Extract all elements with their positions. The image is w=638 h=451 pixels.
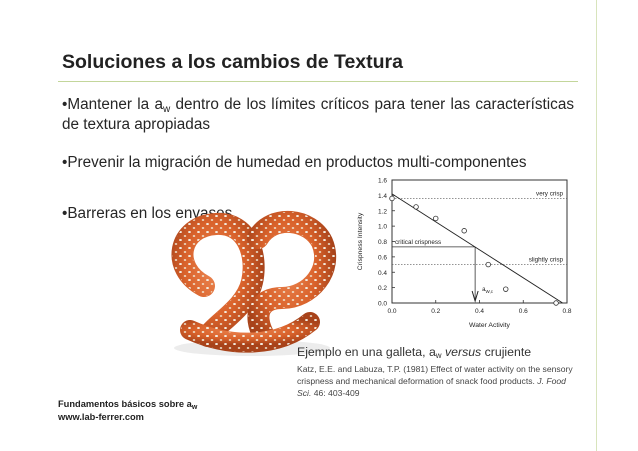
y-tick-label: 1.2: [377, 208, 387, 216]
footer-course-name: Fundamentos básicos sobre $a_w$: [58, 399, 198, 411]
y-tick-label: 0.4: [377, 269, 387, 277]
data-point: [486, 262, 491, 267]
figure-reference: Katz, E.E. and Labuza, T.P. (1981) Effect of water activity on the sensory crispness and mechanical deformation of snack food products. J. Food Sci. 46: 403-409: [297, 364, 573, 398]
slide-title: Soluciones a los cambios de Textura: [62, 51, 403, 73]
reference-label: slightly crisp: [528, 256, 563, 264]
x-tick-label: 0.4: [474, 308, 485, 315]
pretzel-image: [160, 198, 340, 360]
x-tick-label: 0.6: [518, 308, 528, 315]
title-underline: [58, 81, 578, 82]
y-tick-label: 0.0: [377, 300, 387, 308]
figure-caption: Ejemplo en una galleta, $a_w$ versus crujiente: [297, 345, 532, 360]
data-point: [462, 228, 467, 233]
data-point: [433, 216, 438, 221]
bullet-aw-limits: •Mantener la $a_w$ dentro de los límites críticos para tener las características de textura apropiadas: [62, 96, 574, 133]
data-point: [554, 301, 559, 306]
crispness-chart: [340, 172, 585, 337]
x-axis-label: Water Activity: [469, 322, 510, 329]
y-tick-label: 0.2: [377, 285, 387, 293]
data-point: [414, 205, 419, 210]
y-tick-label: 1.0: [377, 223, 387, 231]
data-point: [503, 287, 508, 292]
y-tick-label: 0.6: [377, 254, 387, 262]
x-tick-label: 0.2: [431, 308, 441, 315]
y-tick-label: 1.6: [377, 177, 387, 185]
bullet-packaging-barriers: •Barreras en los envases: [62, 205, 233, 222]
bullet-moisture-migration: •Prevenir la migración de humedad en productos multi-componentes: [62, 154, 527, 171]
y-tick-label: 1.4: [377, 192, 387, 200]
footer-url[interactable]: www.lab-ferrer.com: [58, 412, 144, 422]
y-tick-label: 0.8: [377, 239, 387, 246]
right-margin-rule: [596, 0, 597, 451]
critical-aw-label: $a_{W,c}$: [482, 287, 493, 294]
reference-label: very crisp: [536, 190, 563, 198]
y-axis-label: Crispness Intensity: [357, 212, 364, 271]
data-point: [390, 196, 395, 201]
x-tick-label: 0.0: [387, 308, 397, 315]
critical-label: critical crispness: [395, 238, 442, 246]
x-tick-label: 0.8: [562, 308, 572, 315]
